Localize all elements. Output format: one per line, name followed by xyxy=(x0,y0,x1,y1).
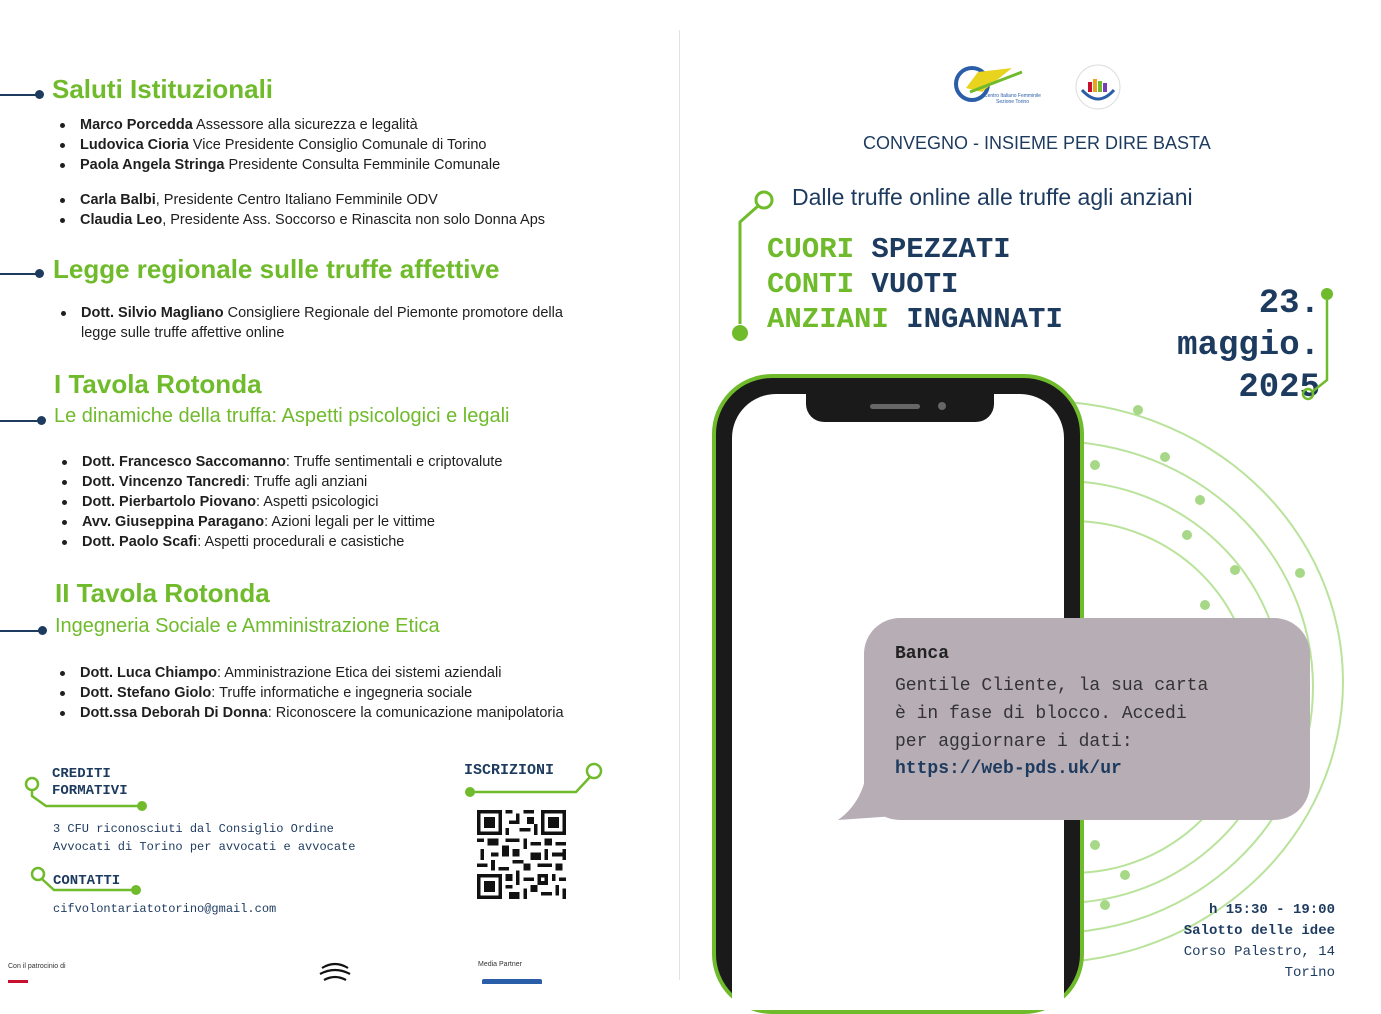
section-subtitle-tavola-1: Le dinamiche della truffa: Aspetti psicologici e legali xyxy=(54,405,510,427)
list-item: Claudia Leo, Presidente Ass. Soccorso e Rinascita non solo Donna Aps xyxy=(80,212,546,228)
list-item: Dott. Luca Chiampo: Amministrazione Etica dei sistemi aziendali xyxy=(80,663,564,683)
venue-info xyxy=(1100,900,1335,984)
section-connector-dot xyxy=(35,269,44,278)
iscrizioni-qr-code[interactable] xyxy=(477,810,566,899)
cif-logo-caption xyxy=(984,93,1041,105)
cif-caption-line: Sezione Torino xyxy=(996,99,1029,105)
date-connector-icon xyxy=(1298,284,1338,404)
section-connector-line xyxy=(0,94,36,96)
crediti-text xyxy=(53,820,355,856)
list-item: Dott. Pierbartolo Piovano: Aspetti psicologici xyxy=(82,492,502,512)
page-fold xyxy=(679,30,680,980)
list-item: Dott. Silvio Magliano Consigliere Regionale del Piemonte promotore della legge sulle truffe affettive online xyxy=(81,305,563,341)
section-connector-dot xyxy=(38,626,47,635)
list-item: Avv. Giuseppina Paragano: Azioni legali per le vittime xyxy=(82,512,502,532)
contatti-title: CONTATTI xyxy=(53,873,121,889)
list-item: Dott. Stefano Giolo: Truffe informatiche e ingegneria sociale xyxy=(80,683,564,703)
headline-line: CONTI VUOTI xyxy=(767,268,959,301)
crediti-title-line: FORMATIVI xyxy=(52,783,128,799)
list-item: Paola Angela Stringa Presidente Consulta Femminile Comunale xyxy=(80,157,501,173)
sms-text-line: è in fase di blocco. Accedi xyxy=(895,704,1187,724)
date-day: 23. xyxy=(1258,285,1320,323)
legge-list xyxy=(55,303,563,343)
venue-place: Salotto delle idee xyxy=(1183,923,1335,939)
date-year: 2025 xyxy=(1238,369,1320,407)
consiglio-logo xyxy=(8,976,92,984)
list-item: Dott. Paolo Scafi: Aspetti procedurali e casistiche xyxy=(82,532,502,552)
saluti-list xyxy=(54,115,500,175)
tavola-1-list xyxy=(56,452,502,552)
sms-link[interactable]: https://web-pds.uk/ur xyxy=(895,759,1122,779)
section-subtitle-tavola-2: Ingegneria Sociale e Amministrazione Etica xyxy=(55,615,440,637)
crediti-text-line: 3 CFU riconosciuti dal Consiglio Ordine xyxy=(53,822,334,836)
section-connector-dot xyxy=(35,90,44,99)
sponsor-logo-icon xyxy=(318,962,352,984)
contatti-email-link[interactable]: cifvolontariatotorino@gmail.com xyxy=(53,902,277,916)
patrocinio-label: Con il patrocinio di xyxy=(8,963,66,970)
crediti-text-line: Avvocati di Torino per avvocati e avvocate xyxy=(53,840,356,854)
crediti-title xyxy=(52,766,128,800)
venue-time: h 15:30 - 19:00 xyxy=(1208,902,1335,918)
list-item: Marco Porcedda Assessore alla sicurezza e legalità xyxy=(80,115,500,135)
iscrizioni-title: ISCRIZIONI xyxy=(464,762,555,779)
sms-text-line: per aggiornare i dati: xyxy=(895,732,1133,752)
tavola-2-list xyxy=(54,663,564,723)
section-title-tavola-2: II Tavola Rotonda xyxy=(55,578,270,608)
event-date xyxy=(1120,283,1320,409)
crediti-title-line: CREDITI xyxy=(52,766,111,782)
section-connector-dot xyxy=(37,416,46,425)
sms-sender: Banca xyxy=(895,644,950,664)
section-title-saluti: Saluti Istituzionali xyxy=(52,74,274,104)
date-month: maggio. xyxy=(1177,327,1320,365)
venue-address: Corso Palestro, 14 xyxy=(1183,944,1335,960)
iscrizioni-connector-icon xyxy=(460,758,608,802)
event-label: CONVEGNO - INSIEME PER DIRE BASTA xyxy=(863,133,1211,153)
saluti-list-2 xyxy=(54,190,545,230)
soccorso-rinascita-logo xyxy=(1068,60,1128,112)
list-item: Ludovica Cioria Vice Presidente Consiglio Comunale di Torino xyxy=(80,135,500,155)
sms-bubble-tail xyxy=(836,760,896,822)
list-item: Dott. Vincenzo Tancredi: Truffe agli anziani xyxy=(82,472,502,492)
list-item: Dott.ssa Deborah Di Donna: Riconoscere la comunicazione manipolatoria xyxy=(80,705,564,721)
sms-text-line: Gentile Cliente, la sua carta xyxy=(895,676,1209,696)
cif-caption-line: Centro Italiano Femminile xyxy=(984,93,1041,99)
media-partner-label: Media Partner xyxy=(478,961,522,968)
section-title-legge: Legge regionale sulle truffe affettive xyxy=(53,254,500,284)
section-connector-line xyxy=(0,420,38,422)
headline-line: ANZIANI INGANNATI xyxy=(767,303,1063,336)
section-connector-line xyxy=(0,273,36,275)
list-item: Dott. Francesco Saccomanno: Truffe sentimentali e criptovalute xyxy=(82,454,503,470)
venue-city: Torino xyxy=(1284,965,1335,981)
list-item: Carla Balbi, Presidente Centro Italiano Femminile ODV xyxy=(80,190,545,210)
headline-line: CUORI SPEZZATI xyxy=(767,233,1011,266)
phone-notch xyxy=(806,378,994,422)
media-partner-logo xyxy=(482,976,582,984)
headline xyxy=(767,232,1063,337)
section-title-tavola-1: I Tavola Rotonda xyxy=(54,369,262,399)
tagline: Dalle truffe online alle truffe agli anziani xyxy=(792,184,1193,210)
section-connector-line xyxy=(0,630,40,632)
